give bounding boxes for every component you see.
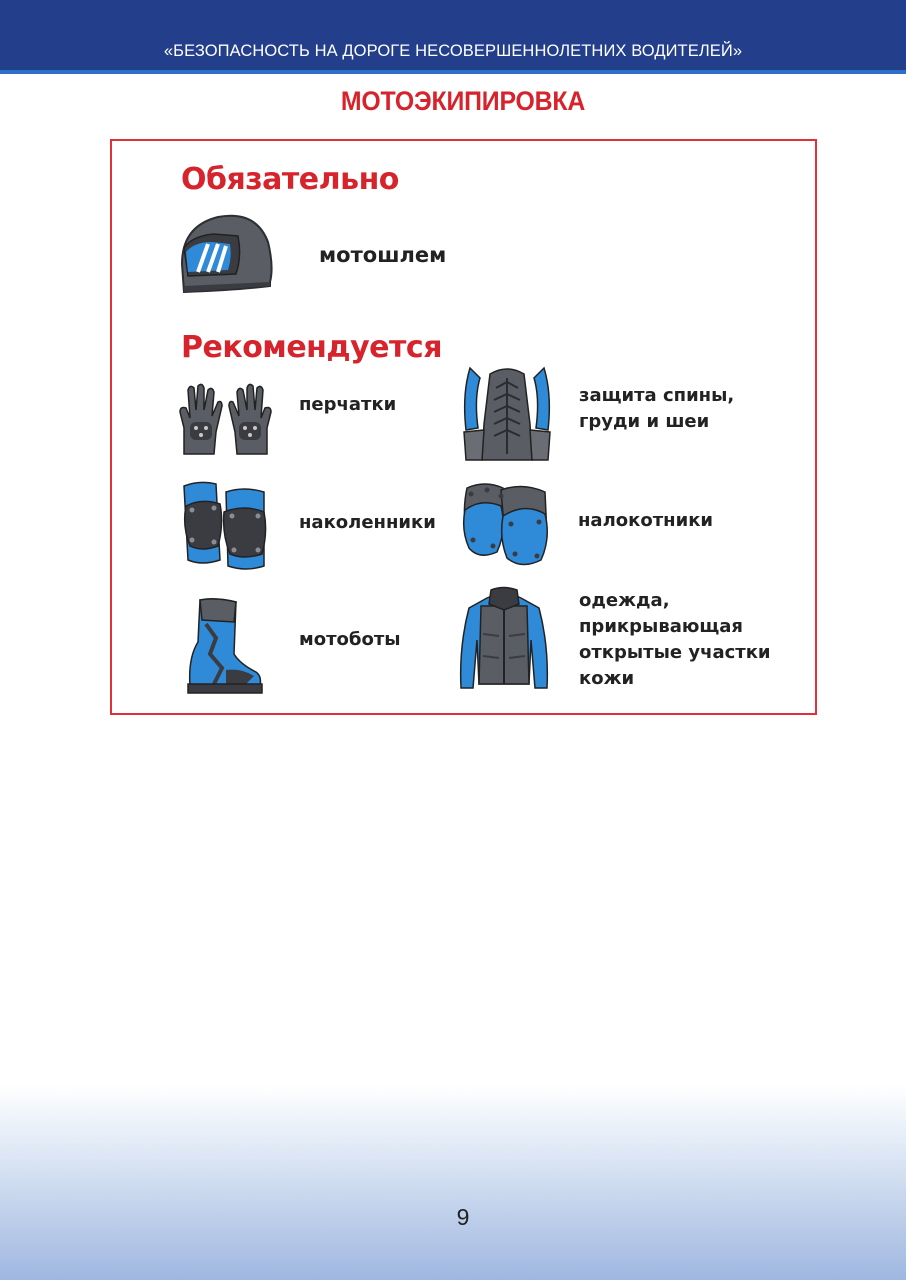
recommended-section-title: Рекомендуется <box>181 330 442 365</box>
jacket-label: одежда, прикрывающая открытые участки кожи <box>579 590 771 689</box>
moto-boots-icon <box>186 598 264 694</box>
elbow-pads-label: налокотники <box>578 510 714 531</box>
back-protector-icon <box>460 364 554 462</box>
page-title: МОТОЭКИПИРОВКА <box>340 86 586 116</box>
knee-pads-label: наколенники <box>299 512 436 533</box>
knee-pads-icon <box>180 480 270 570</box>
header-bar <box>0 0 906 74</box>
page-number: 9 <box>456 1204 470 1230</box>
elbow-pads-icon <box>461 480 551 570</box>
moto-boots-label: мотоботы <box>299 629 401 650</box>
header-title: «БЕЗОПАСНОСТЬ НА ДОРОГЕ НЕСОВЕРШЕННОЛЕТНИХ ВОДИТЕЛЕЙ» <box>163 42 743 60</box>
required-section-title: Обязательно <box>181 162 399 197</box>
helmet-label: мотошлем <box>319 243 447 267</box>
gloves-icon <box>178 382 273 456</box>
jacket-icon <box>457 586 551 690</box>
helmet-icon <box>178 212 274 296</box>
gloves-label: перчатки <box>299 394 397 415</box>
back-protector-label: защита спины, груди и шеи <box>579 385 735 432</box>
